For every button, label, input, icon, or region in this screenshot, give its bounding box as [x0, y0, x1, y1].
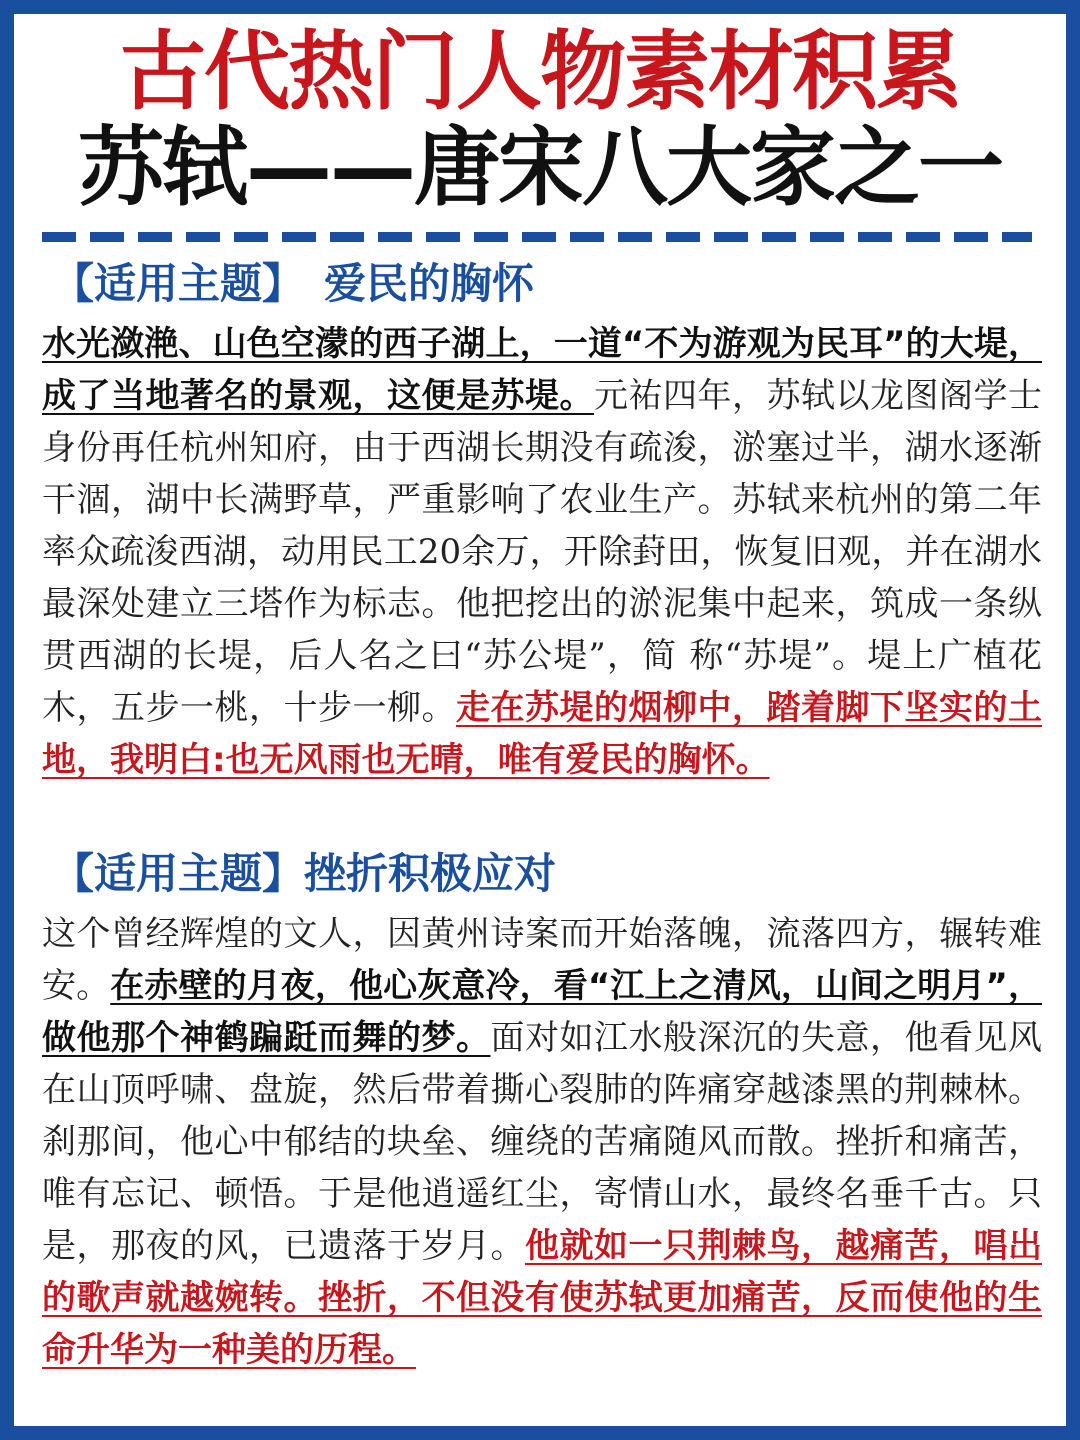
body-text: 元祐四年，苏轼以龙图阁学士身份再任杭州知府，由于西湖长期没有疏浚，淤塞过半，湖水逐渐干涸，湖中长满野草，严重影响了农业生产。苏轼来杭州的第二年率众疏浚西湖，动用民工20余万，开除葑田，恢复旧观，并在湖水最深处建立三塔作为标志。他把挖出的淤泥集中起来，筑成一条纵贯西湖的长堤，后人名之曰“苏公堤”，简 称“苏堤”。堤上广植花木，五步一桃，十步一柳。: [42, 376, 1042, 728]
section-heading: [52, 844, 1042, 904]
page-subtitle: 苏轼——唐宋八大家之一: [78, 118, 1002, 218]
dashed-divider: [42, 232, 1032, 242]
intro-text: 这个曾经辉煌的文人，因黄州诗案而开始落魄，流落四方，辗转难安。: [42, 914, 1042, 1006]
section-paragraph: [42, 318, 1042, 786]
theme-label: 【适用主题】: [52, 259, 305, 308]
theme-title: 挫折积极应对: [304, 849, 557, 898]
theme-title: 爱民的胸怀: [324, 259, 535, 308]
section-heading: [52, 254, 1042, 314]
emphasis-text: 在赤壁的月夜，他心灰意冷，看“江上之清风，山间之明月”，做他那个神鹤蹁跹而舞的梦。: [42, 966, 1042, 1058]
theme-label: 【适用主题】: [52, 849, 305, 898]
conclusion-text: 他就如一只荆棘鸟，越痛苦，唱出的歌声就越婉转。挫折，不但没有使苏轼更加痛苦，反而使他的生命升华为一种美的历程。: [42, 1226, 1042, 1370]
emphasis-text: 水光潋滟、山色空濛的西子湖上，一道“不为游观为民耳”的大堤，成了当地著名的景观，这便是苏堤。: [42, 324, 1042, 416]
page-title: 古代热门人物素材积累: [120, 22, 960, 122]
body-text: 面对如江水般深沉的失意，他看见风在山顶呼啸、盘旋，然后带着撕心裂肺的阵痛穿越漆黑的荆棘林。刹那间，他心中郁结的块垒、缠绕的苦痛随风而散。挫折和痛苦，唯有忘记、顿悟。于是他逍遥红尘，寄情山水，最终名垂千古。只是，那夜的风，已遗落于岁月。: [42, 1018, 1042, 1266]
section-love-people: [42, 254, 1042, 786]
section-paragraph: [42, 908, 1042, 1376]
section-setbacks: [42, 844, 1042, 1376]
conclusion-text: 走在苏堤的烟柳中，踏着脚下坚实的土地，我明白:也无风雨也无晴，唯有爱民的胸怀。: [42, 688, 1042, 780]
